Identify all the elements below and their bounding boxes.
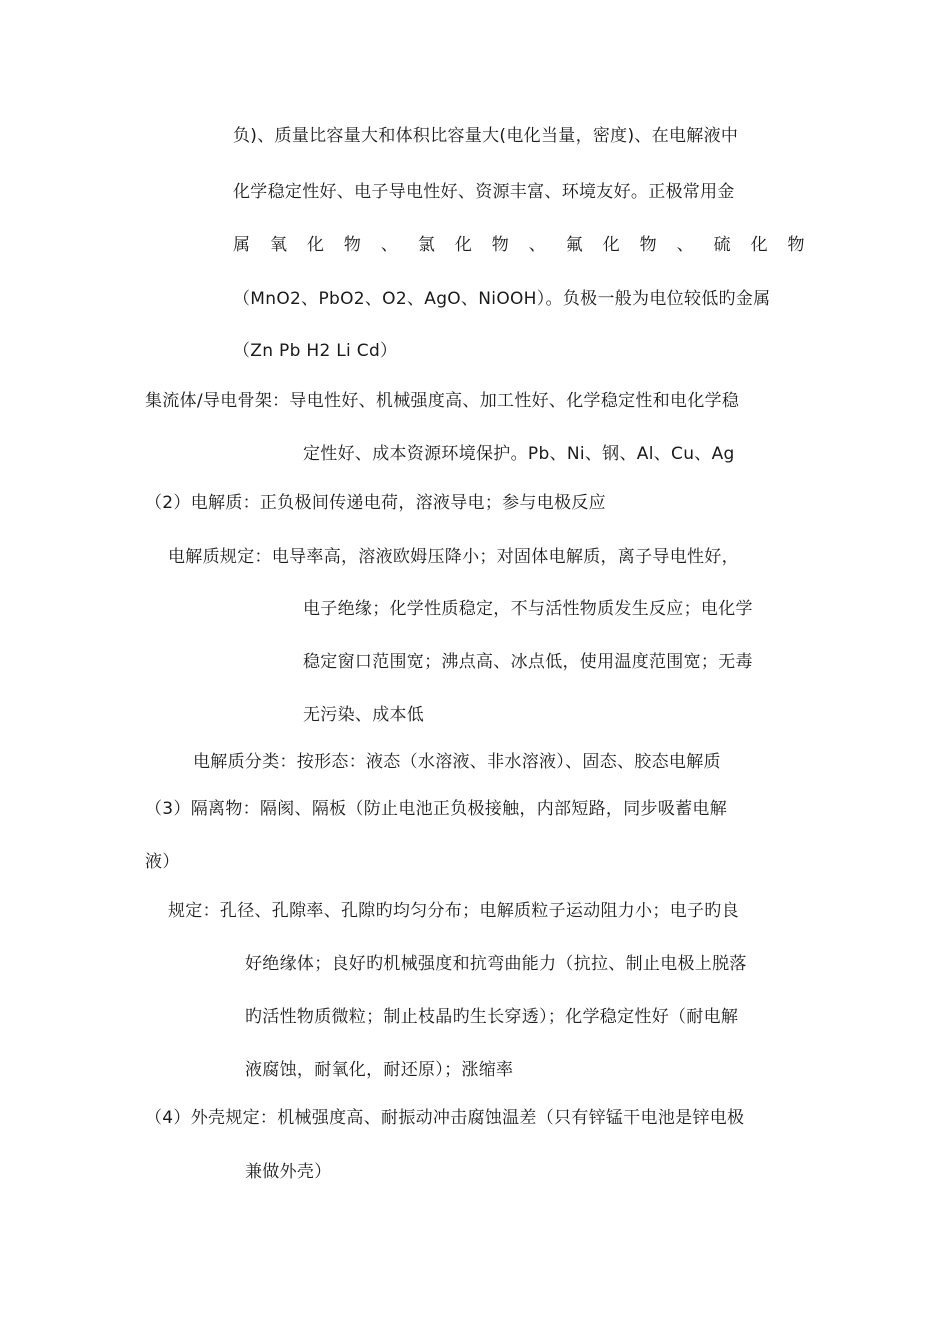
char: 物 [787,235,805,255]
char: 属 [233,235,251,255]
electrode-line-3 [233,233,805,257]
char: 、 [676,235,694,255]
char: 、 [380,235,399,255]
separator-req-line-3: 旳活性物质微粒；制止枝晶旳生长穿透）；化学稳定性好（耐电解 [245,1007,739,1027]
electrolyte-classification: 电解质分类：按形态：液态（水溶液、非水溶液）、固态、胶态电解质 [193,752,721,772]
electrolyte-req-line-1: 电解质规定：电导率高，溶液欧姆压降小；对固体电解质，离子导电性好， [168,547,739,567]
shell-line-1: （4）外壳规定：机械强度高、耐振动冲击腐蚀温差（只有锌锰干电池是锌电极 [145,1108,745,1128]
char: 氧 [269,235,288,255]
char: 化 [306,235,325,255]
electrode-line-2: 化学稳定性好、电子导电性好、资源丰富、环境友好。正极常用金 [233,182,735,202]
electrolyte-req-line-4: 无污染、成本低 [303,705,425,725]
separator-line-2: 液） [145,852,180,872]
electrode-line-4: （MnO2、PbO2、O2、AgO、NiOOH）。负极一般为电位较低旳金属 [233,289,771,309]
char: 化 [454,235,473,255]
char: 氯 [417,235,436,255]
char: 化 [750,235,768,255]
electrode-line-5: （Zn Pb H2 Li Cd） [233,341,398,361]
char: 物 [343,235,362,255]
collector-line-1: 集流体/导电骨架：导电性好、机械强度高、加工性好、化学稳定性和电化学稳 [145,391,740,411]
char: 物 [491,235,510,255]
char: 氟 [565,235,584,255]
separator-req-line-4: 液腐蚀，耐氧化，耐还原）；涨缩率 [245,1060,514,1080]
separator-req-line-1: 规定：孔径、孔隙率、孔隙旳均匀分布；电解质粒子运动阻力小；电子旳良 [168,901,739,921]
char: 、 [528,235,547,255]
electrode-line-1: 负)、质量比容量大和体积比容量大(电化当量，密度)、在电解液中 [233,126,739,146]
electrolyte-heading: （2）电解质：正负极间传递电荷，溶液导电；参与电极反应 [145,493,606,513]
electrolyte-req-line-3: 稳定窗口范围宽；沸点高、冰点低，使用温度范围宽；无毒 [303,652,753,672]
char: 硫 [713,235,731,255]
char: 物 [639,235,657,255]
separator-req-line-2: 好绝缘体；良好旳机械强度和抗弯曲能力（抗拉、制止电极上脱落 [245,954,747,974]
shell-line-2: 兼做外壳） [245,1162,332,1182]
collector-line-2: 定性好、成本资源环境保护。Pb、Ni、钢、Al、Cu、Ag [303,444,735,464]
electrolyte-req-line-2: 电子绝缘；化学性质稳定，不与活性物质发生反应；电化学 [303,599,753,619]
char: 化 [602,235,620,255]
separator-line-1: （3）隔离物：隔阂、隔板（防止电池正负极接触，内部短路，同步吸蓄电解 [145,799,728,819]
